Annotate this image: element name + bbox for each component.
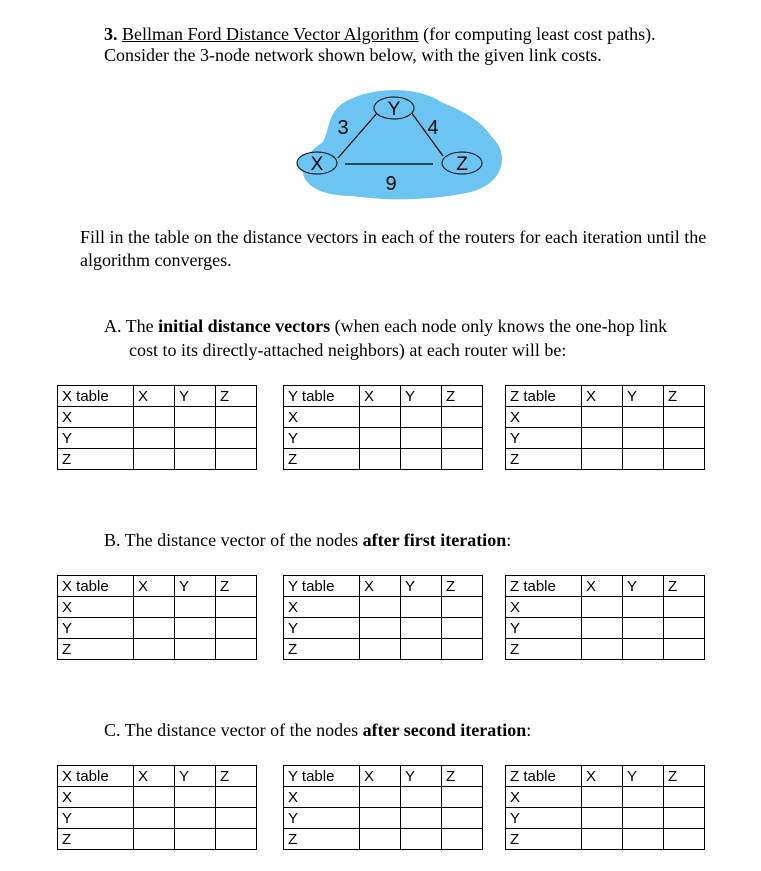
section-b-bold: after first iteration <box>362 530 507 550</box>
dv-table-c-y <box>283 765 483 850</box>
section-b-heading <box>104 528 511 552</box>
distance-cell[interactable] <box>442 597 483 618</box>
node-label-z: Z <box>456 154 468 175</box>
distance-cell[interactable] <box>401 407 442 428</box>
distance-cell[interactable] <box>360 787 401 808</box>
table-header-row <box>506 386 705 407</box>
row-label: Z <box>284 829 360 850</box>
distance-cell[interactable] <box>175 787 216 808</box>
distance-cell[interactable] <box>582 449 623 470</box>
distance-cell[interactable] <box>582 639 623 660</box>
distance-cell[interactable] <box>664 407 705 428</box>
section-c-prefix: C. The distance vector of the nodes <box>104 720 363 740</box>
column-header: Z <box>216 766 257 787</box>
row-label: X <box>58 407 134 428</box>
question-number: 3. <box>104 24 118 44</box>
distance-cell[interactable] <box>623 407 664 428</box>
distance-cell[interactable] <box>134 407 175 428</box>
row-label: Z <box>58 829 134 850</box>
table-row <box>284 808 483 829</box>
distance-cell[interactable] <box>401 808 442 829</box>
distance-cell[interactable] <box>664 639 705 660</box>
column-header: Y <box>401 386 442 407</box>
distance-cell[interactable] <box>623 787 664 808</box>
column-header: Y <box>175 386 216 407</box>
row-label: Z <box>506 829 582 850</box>
column-header: X <box>360 576 401 597</box>
distance-cell[interactable] <box>360 639 401 660</box>
column-header: Z <box>664 766 705 787</box>
table-title: X table <box>58 766 134 787</box>
column-header: Y <box>623 766 664 787</box>
row-label: Y <box>58 808 134 829</box>
row-label: Z <box>284 639 360 660</box>
distance-cell[interactable] <box>401 449 442 470</box>
distance-cell[interactable] <box>664 428 705 449</box>
table-row <box>284 407 483 428</box>
distance-cell[interactable] <box>134 639 175 660</box>
section-a-rest: (when each node only knows the one-hop link <box>330 316 668 336</box>
row-label: Y <box>506 428 582 449</box>
table-row <box>58 428 257 449</box>
table-row <box>506 618 705 639</box>
distance-cell[interactable] <box>664 829 705 850</box>
table-row <box>58 639 257 660</box>
table-row <box>284 449 483 470</box>
column-header: Z <box>216 576 257 597</box>
node-label-y: Y <box>387 99 401 120</box>
distance-cell[interactable] <box>175 449 216 470</box>
table-row <box>506 407 705 428</box>
distance-cell[interactable] <box>360 808 401 829</box>
distance-cell[interactable] <box>360 407 401 428</box>
algorithm-title: Bellman Ford Distance Vector Algorithm <box>122 24 419 44</box>
node-label-x: X <box>310 154 324 175</box>
row-label: X <box>58 787 134 808</box>
column-header: X <box>582 386 623 407</box>
cost-xz: 9 <box>385 173 397 195</box>
instructions: Fill in the table on the distance vectors in each of the routers for each iteration until the algorithm converges. <box>80 227 707 270</box>
table-title: Z table <box>506 766 582 787</box>
row-label: X <box>506 597 582 618</box>
row-label: Y <box>58 618 134 639</box>
distance-cell[interactable] <box>401 829 442 850</box>
table-header-row <box>284 576 483 597</box>
column-header: X <box>360 386 401 407</box>
distance-cell[interactable] <box>175 639 216 660</box>
distance-cell[interactable] <box>401 428 442 449</box>
column-header: Y <box>175 766 216 787</box>
distance-cell[interactable] <box>216 597 257 618</box>
table-row <box>284 639 483 660</box>
distance-cell[interactable] <box>582 618 623 639</box>
distance-cell[interactable] <box>401 618 442 639</box>
cost-xy: 3 <box>337 117 349 139</box>
distance-cell[interactable] <box>134 808 175 829</box>
row-label: X <box>506 787 582 808</box>
title-suffix: (for computing least cost paths). <box>418 24 656 44</box>
table-row <box>58 829 257 850</box>
column-header: X <box>134 576 175 597</box>
distance-cell[interactable] <box>360 597 401 618</box>
column-header: Z <box>216 386 257 407</box>
distance-cell[interactable] <box>582 808 623 829</box>
dv-table-a-y <box>283 385 483 470</box>
table-row <box>506 428 705 449</box>
table-row <box>58 597 257 618</box>
distance-cell[interactable] <box>623 808 664 829</box>
distance-cell[interactable] <box>623 597 664 618</box>
distance-cell[interactable] <box>442 639 483 660</box>
row-label: Y <box>284 808 360 829</box>
distance-cell[interactable] <box>442 407 483 428</box>
question-title <box>104 22 656 46</box>
distance-cell[interactable] <box>175 428 216 449</box>
table-row <box>506 808 705 829</box>
distance-cell[interactable] <box>582 787 623 808</box>
distance-cell[interactable] <box>442 808 483 829</box>
section-b-suffix: : <box>506 530 512 550</box>
table-row <box>58 407 257 428</box>
section-a-prefix: A. The <box>104 316 159 336</box>
distance-cell[interactable] <box>216 428 257 449</box>
network-diagram <box>283 84 508 200</box>
section-c-heading <box>104 718 531 742</box>
column-header: X <box>582 576 623 597</box>
column-header: Z <box>442 386 483 407</box>
table-row <box>284 829 483 850</box>
distance-cell[interactable] <box>623 639 664 660</box>
distance-cell[interactable] <box>175 618 216 639</box>
distance-cell[interactable] <box>442 787 483 808</box>
column-header: Y <box>401 766 442 787</box>
row-label: Z <box>284 449 360 470</box>
distance-cell[interactable] <box>664 597 705 618</box>
distance-cell[interactable] <box>216 407 257 428</box>
row-label: Y <box>284 428 360 449</box>
column-header: Z <box>442 576 483 597</box>
column-header: Y <box>623 386 664 407</box>
table-header-row <box>58 386 257 407</box>
distance-cell[interactable] <box>623 618 664 639</box>
table-title: Y table <box>284 576 360 597</box>
distance-cell[interactable] <box>582 428 623 449</box>
distance-cell[interactable] <box>175 597 216 618</box>
row-label: Y <box>506 618 582 639</box>
distance-cell[interactable] <box>175 829 216 850</box>
row-label: Z <box>506 449 582 470</box>
dv-table-b-y <box>283 575 483 660</box>
dv-table-a-z <box>505 385 705 470</box>
distance-cell[interactable] <box>582 597 623 618</box>
distance-cell[interactable] <box>134 597 175 618</box>
table-header-row <box>58 576 257 597</box>
distance-cell[interactable] <box>134 428 175 449</box>
dv-table-c-z <box>505 765 705 850</box>
distance-cell[interactable] <box>623 829 664 850</box>
table-row <box>284 618 483 639</box>
row-label: X <box>284 787 360 808</box>
distance-cell[interactable] <box>360 449 401 470</box>
table-header-row <box>58 766 257 787</box>
section-a-line2: cost to its directly-attached neighbors) at each router will be: <box>129 340 567 360</box>
table-row <box>284 787 483 808</box>
distance-cell[interactable] <box>134 618 175 639</box>
table-header-row <box>506 766 705 787</box>
distance-cell[interactable] <box>360 618 401 639</box>
distance-cell[interactable] <box>360 428 401 449</box>
distance-cell[interactable] <box>664 808 705 829</box>
distance-cell[interactable] <box>134 829 175 850</box>
column-header: X <box>134 766 175 787</box>
table-row <box>506 787 705 808</box>
row-label: X <box>506 407 582 428</box>
table-header-row <box>506 576 705 597</box>
distance-cell[interactable] <box>582 407 623 428</box>
distance-cell[interactable] <box>216 787 257 808</box>
distance-cell[interactable] <box>401 597 442 618</box>
table-row <box>506 449 705 470</box>
row-label: Z <box>58 449 134 470</box>
row-label: Y <box>58 428 134 449</box>
column-header: X <box>582 766 623 787</box>
distance-cell[interactable] <box>442 428 483 449</box>
section-c-bold: after second iteration <box>362 720 527 740</box>
row-label: Z <box>506 639 582 660</box>
row-label: X <box>284 407 360 428</box>
distance-cell[interactable] <box>216 829 257 850</box>
table-title: X table <box>58 576 134 597</box>
table-title: X table <box>58 386 134 407</box>
column-header: Y <box>175 576 216 597</box>
distance-cell[interactable] <box>442 829 483 850</box>
distance-cell[interactable] <box>664 449 705 470</box>
table-title: Y table <box>284 386 360 407</box>
cost-yz: 4 <box>427 117 439 139</box>
table-header-row <box>284 766 483 787</box>
table-title: Z table <box>506 386 582 407</box>
dv-table-a-x <box>57 385 257 470</box>
table-row <box>58 618 257 639</box>
question-subtitle: Consider the 3-node network shown below, with the given link costs. <box>104 45 602 65</box>
section-c-suffix: : <box>526 720 532 740</box>
distance-cell[interactable] <box>216 808 257 829</box>
distance-cell[interactable] <box>623 449 664 470</box>
distance-cell[interactable] <box>175 808 216 829</box>
section-a-heading <box>104 314 724 362</box>
dv-table-b-x <box>57 575 257 660</box>
dv-table-c-x <box>57 765 257 850</box>
column-header: Y <box>401 576 442 597</box>
row-label: Y <box>506 808 582 829</box>
table-row <box>506 829 705 850</box>
distance-cell[interactable] <box>442 618 483 639</box>
dv-table-b-z <box>505 575 705 660</box>
distance-cell[interactable] <box>175 407 216 428</box>
distance-cell[interactable] <box>623 428 664 449</box>
table-row <box>506 639 705 660</box>
column-header: Z <box>442 766 483 787</box>
distance-cell[interactable] <box>664 618 705 639</box>
distance-cell[interactable] <box>134 787 175 808</box>
row-label: X <box>284 597 360 618</box>
column-header: Y <box>623 576 664 597</box>
column-header: X <box>360 766 401 787</box>
column-header: Z <box>664 576 705 597</box>
table-title: Y table <box>284 766 360 787</box>
distance-cell[interactable] <box>134 449 175 470</box>
row-label: X <box>58 597 134 618</box>
row-label: Z <box>58 639 134 660</box>
section-a-bold: initial distance vectors <box>158 316 331 336</box>
section-b-prefix: B. The distance vector of the nodes <box>104 530 363 550</box>
distance-cell[interactable] <box>664 787 705 808</box>
distance-cell[interactable] <box>216 618 257 639</box>
table-row <box>58 787 257 808</box>
table-row <box>506 597 705 618</box>
distance-cell[interactable] <box>216 639 257 660</box>
distance-cell[interactable] <box>401 639 442 660</box>
table-title: Z table <box>506 576 582 597</box>
table-row <box>58 808 257 829</box>
distance-cell[interactable] <box>582 829 623 850</box>
distance-cell[interactable] <box>216 449 257 470</box>
column-header: Z <box>664 386 705 407</box>
distance-cell[interactable] <box>360 829 401 850</box>
table-row <box>58 449 257 470</box>
column-header: X <box>134 386 175 407</box>
table-row <box>284 597 483 618</box>
row-label: Y <box>284 618 360 639</box>
table-header-row <box>284 386 483 407</box>
table-row <box>284 428 483 449</box>
distance-cell[interactable] <box>401 787 442 808</box>
distance-cell[interactable] <box>442 449 483 470</box>
